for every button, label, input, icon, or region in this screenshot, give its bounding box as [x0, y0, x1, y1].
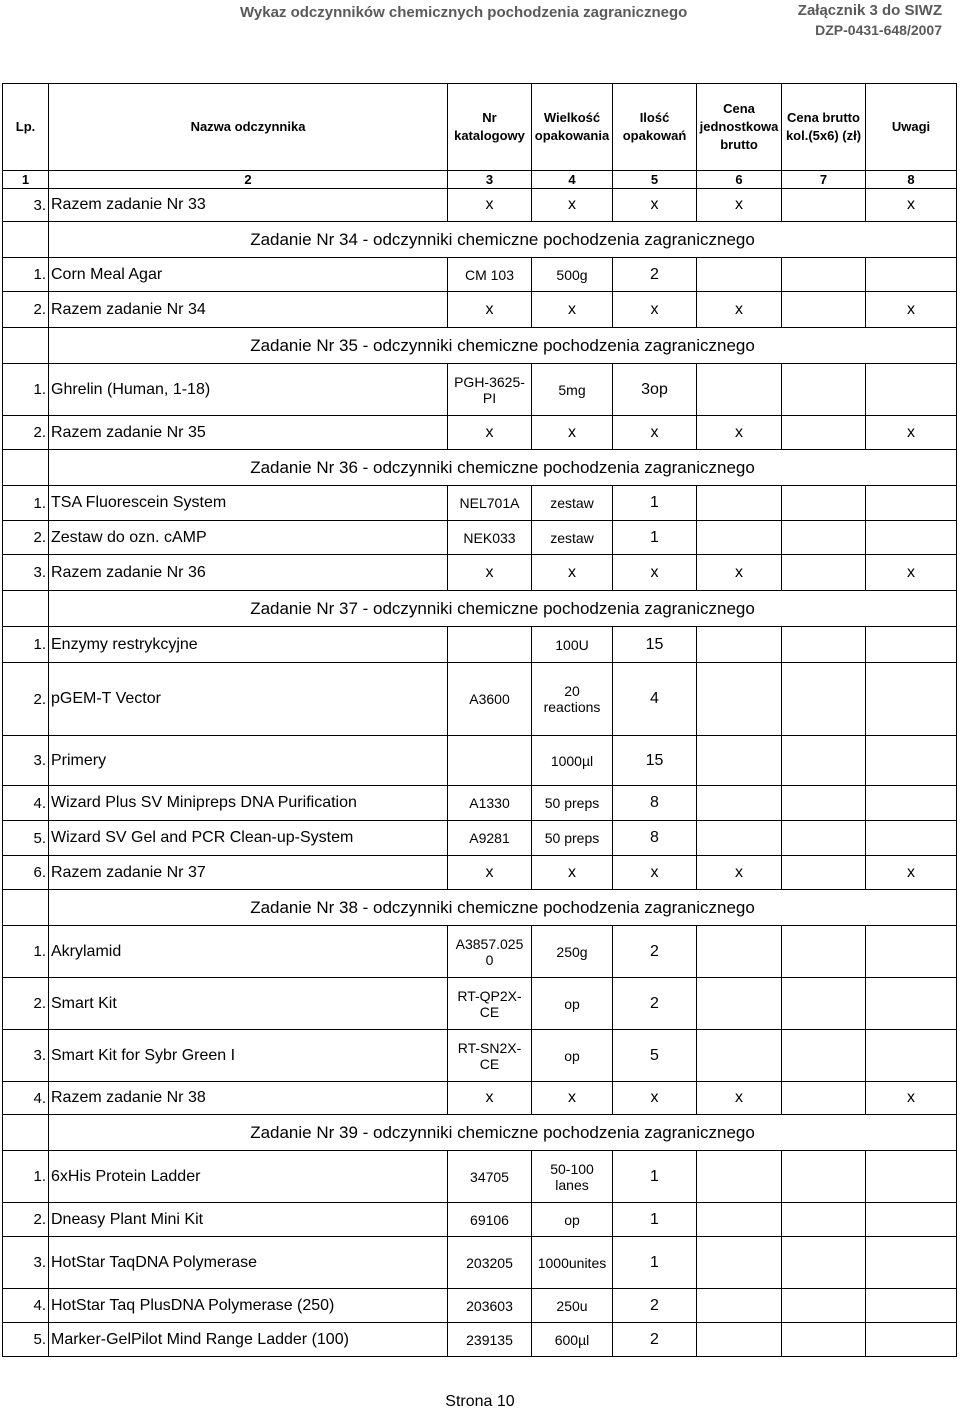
row-lp: 1.: [3, 486, 49, 521]
row-qty: 2: [613, 978, 697, 1030]
column-number-row: [3, 171, 957, 189]
row-name: Zestaw do ozn. cAMP: [49, 521, 448, 555]
row-catalog: 239135: [448, 1323, 532, 1357]
col-name: Nazwa odczynnika: [49, 84, 448, 171]
row-name: Wizard SV Gel and PCR Clean-up-System: [49, 821, 448, 856]
cell-x: x: [613, 416, 697, 450]
row-size: zestaw: [532, 521, 613, 555]
cell-x: x: [448, 555, 532, 591]
row-catalog: CM 103: [448, 258, 532, 292]
row-qty: 1: [613, 1151, 697, 1203]
row-catalog: PGH-3625-PI: [448, 364, 532, 416]
task-title: Zadanie Nr 36 - odczynniki chemiczne pochodzenia zagranicznego: [49, 450, 957, 486]
row-name: TSA Fluorescein System: [49, 486, 448, 521]
row-size: 600µl: [532, 1323, 613, 1357]
row-name: Razem zadanie Nr 33: [49, 189, 448, 222]
task-header-row: [3, 328, 957, 364]
row-qty: 1: [613, 1237, 697, 1289]
row-lp: 2.: [3, 978, 49, 1030]
row-lp: 5.: [3, 1323, 49, 1357]
col-number: 2: [49, 171, 448, 189]
reagents-table: [2, 83, 957, 1357]
total-row: [3, 555, 957, 591]
row-lp: 3.: [3, 736, 49, 786]
cell-x: x: [448, 292, 532, 328]
cell-x: x: [613, 189, 697, 222]
task-title: Zadanie Nr 34 - odczynniki chemiczne pochodzenia zagranicznego: [49, 222, 957, 258]
row-lp: 2.: [3, 663, 49, 736]
cell-x: x: [697, 555, 782, 591]
row-catalog: 203205: [448, 1237, 532, 1289]
row-catalog: A3600: [448, 663, 532, 736]
row-size: 500g: [532, 258, 613, 292]
col-unit-price: Cena jednostkowa brutto: [697, 84, 782, 171]
row-size: 250u: [532, 1289, 613, 1323]
row-name: Akrylamid: [49, 926, 448, 978]
document-title: Wykaz odczynników chemicznych pochodzenia zagranicznego: [240, 4, 688, 21]
row-lp: 3.: [3, 1237, 49, 1289]
cell-x: x: [866, 189, 957, 222]
task-title: Zadanie Nr 37 - odczynniki chemiczne pochodzenia zagranicznego: [49, 591, 957, 627]
row-lp: 3.: [3, 555, 49, 591]
col-size: Wielkość opakowania: [532, 84, 613, 171]
row-name: Razem zadanie Nr 35: [49, 416, 448, 450]
row-name: 6xHis Protein Ladder: [49, 1151, 448, 1203]
cell-x: x: [532, 856, 613, 890]
row-qty: 8: [613, 786, 697, 821]
row-size: 50 preps: [532, 821, 613, 856]
table-row: [3, 736, 957, 786]
row-size: 50-100 lanes: [532, 1151, 613, 1203]
row-name: Smart Kit for Sybr Green I: [49, 1030, 448, 1082]
cell-x: x: [697, 856, 782, 890]
table-row: [3, 1203, 957, 1237]
attachment-label: Załącznik 3 do SIWZ: [797, 2, 942, 19]
row-lp: 1.: [3, 627, 49, 663]
col-lp: Lp.: [3, 84, 49, 171]
row-name: Primery: [49, 736, 448, 786]
cell-x: x: [697, 416, 782, 450]
row-size: 100U: [532, 627, 613, 663]
row-name: Razem zadanie Nr 36: [49, 555, 448, 591]
total-row: [3, 292, 957, 328]
cell-x: x: [532, 555, 613, 591]
row-size: 250g: [532, 926, 613, 978]
table-row: [3, 1289, 957, 1323]
cell-x: x: [532, 189, 613, 222]
cell-x: x: [448, 416, 532, 450]
cell-x: x: [448, 1082, 532, 1115]
row-lp: 4.: [3, 1289, 49, 1323]
row-name: Dneasy Plant Mini Kit: [49, 1203, 448, 1237]
cell-x: x: [532, 416, 613, 450]
header-right: [798, 2, 942, 38]
row-size: 50 preps: [532, 786, 613, 821]
row-name: Razem zadanie Nr 34: [49, 292, 448, 328]
row-name: pGEM-T Vector: [49, 663, 448, 736]
cell-empty: [782, 189, 866, 222]
row-size: op: [532, 1030, 613, 1082]
col-number: 1: [3, 171, 49, 189]
row-lp: 3.: [3, 189, 49, 222]
table-row: [3, 978, 957, 1030]
row-lp: 1.: [3, 258, 49, 292]
cell-x: x: [697, 1082, 782, 1115]
col-catalog: Nr katalogowy: [448, 84, 532, 171]
row-lp: 4.: [3, 786, 49, 821]
page-number: Strona 10: [445, 1393, 515, 1410]
task-header-row: [3, 890, 957, 926]
row-qty: 8: [613, 821, 697, 856]
table-row: [3, 821, 957, 856]
row-size: 20 reactions: [532, 663, 613, 736]
row-lp: 2.: [3, 292, 49, 328]
row-size: 1000unites: [532, 1237, 613, 1289]
row-lp: 1.: [3, 1151, 49, 1203]
cell-x: x: [448, 856, 532, 890]
row-qty: 3op: [613, 364, 697, 416]
cell-x: x: [697, 292, 782, 328]
row-name: Enzymy restrykcyjne: [49, 627, 448, 663]
task-title: Zadanie Nr 38 - odczynniki chemiczne pochodzenia zagranicznego: [49, 890, 957, 926]
table-row: [3, 1151, 957, 1203]
row-lp: 2.: [3, 521, 49, 555]
table-row: [3, 486, 957, 521]
row-catalog: A3857.025 0: [448, 926, 532, 978]
row-qty: 2: [613, 1289, 697, 1323]
col-number: 3: [448, 171, 532, 189]
row-qty: 4: [613, 663, 697, 736]
row-name: Wizard Plus SV Minipreps DNA Purification: [49, 786, 448, 821]
row-lp: 2.: [3, 416, 49, 450]
row-name: Razem zadanie Nr 37: [49, 856, 448, 890]
row-size: op: [532, 1203, 613, 1237]
row-qty: 1: [613, 1203, 697, 1237]
row-catalog: NEK033: [448, 521, 532, 555]
task-header-row: [3, 222, 957, 258]
row-catalog: RT-QP2X-CE: [448, 978, 532, 1030]
row-size: op: [532, 978, 613, 1030]
row-size: 1000µl: [532, 736, 613, 786]
total-row: [3, 416, 957, 450]
table-row: [3, 1323, 957, 1357]
table-row: [3, 364, 957, 416]
task-header-row: [3, 450, 957, 486]
task-header-row: [3, 1115, 957, 1151]
table-row: [3, 786, 957, 821]
row-name: Smart Kit: [49, 978, 448, 1030]
row-size: zestaw: [532, 486, 613, 521]
cell-empty: [3, 222, 49, 258]
row-name: HotStar TaqDNA Polymerase: [49, 1237, 448, 1289]
row-catalog: [448, 627, 532, 663]
cell-x: x: [866, 856, 957, 890]
row-catalog: NEL701A: [448, 486, 532, 521]
row-name: HotStar Taq PlusDNA Polymerase (250): [49, 1289, 448, 1323]
row-qty: 2: [613, 1323, 697, 1357]
total-row: [3, 1082, 957, 1115]
col-number: 4: [532, 171, 613, 189]
col-notes: Uwagi: [866, 84, 957, 171]
table-row: [3, 1237, 957, 1289]
col-number: 6: [697, 171, 782, 189]
row-qty: 2: [613, 926, 697, 978]
row-name: Razem zadanie Nr 38: [49, 1082, 448, 1115]
col-number: 8: [866, 171, 957, 189]
row-qty: 5: [613, 1030, 697, 1082]
cell-x: x: [613, 292, 697, 328]
row-catalog: A9281: [448, 821, 532, 856]
cell-x: x: [613, 1082, 697, 1115]
row-lp: 5.: [3, 821, 49, 856]
cell-x: x: [866, 555, 957, 591]
row-qty: 1: [613, 521, 697, 555]
total-row: [3, 189, 957, 222]
col-total: Cena brutto kol.(5x6) (zł): [782, 84, 866, 171]
cell-x: x: [613, 856, 697, 890]
cell-x: x: [448, 189, 532, 222]
row-name: Marker-GelPilot Mind Range Ladder (100): [49, 1323, 448, 1357]
row-size: 5mg: [532, 364, 613, 416]
row-qty: 2: [613, 258, 697, 292]
row-lp: 3.: [3, 1030, 49, 1082]
row-catalog: 69106: [448, 1203, 532, 1237]
cell-x: x: [697, 189, 782, 222]
cell-x: x: [866, 1082, 957, 1115]
row-name: Ghrelin (Human, 1-18): [49, 364, 448, 416]
row-qty: 15: [613, 736, 697, 786]
header-row: [3, 84, 957, 171]
row-catalog: [448, 736, 532, 786]
row-catalog: 203603: [448, 1289, 532, 1323]
table-row: [3, 521, 957, 555]
cell-x: x: [532, 1082, 613, 1115]
cell-x: x: [866, 416, 957, 450]
row-lp: 2.: [3, 1203, 49, 1237]
row-name: Corn Meal Agar: [49, 258, 448, 292]
reference-number: DZP-0431-648/2007: [815, 22, 942, 38]
table-row: [3, 258, 957, 292]
task-header-row: [3, 591, 957, 627]
row-catalog: 34705: [448, 1151, 532, 1203]
cell-x: x: [866, 292, 957, 328]
table-row: [3, 663, 957, 736]
row-qty: 15: [613, 627, 697, 663]
total-row: [3, 856, 957, 890]
col-qty: Ilość opakowań: [613, 84, 697, 171]
cell-x: x: [532, 292, 613, 328]
row-qty: 1: [613, 486, 697, 521]
task-title: Zadanie Nr 39 - odczynniki chemiczne pochodzenia zagranicznego: [49, 1115, 957, 1151]
cell-x: x: [613, 555, 697, 591]
row-lp: 6.: [3, 856, 49, 890]
row-lp: 4.: [3, 1082, 49, 1115]
table-row: [3, 627, 957, 663]
row-catalog: A1330: [448, 786, 532, 821]
row-lp: 1.: [3, 926, 49, 978]
row-lp: 1.: [3, 364, 49, 416]
table-row: [3, 1030, 957, 1082]
task-title: Zadanie Nr 35 - odczynniki chemiczne pochodzenia zagranicznego: [49, 328, 957, 364]
col-number: 5: [613, 171, 697, 189]
table-row: [3, 926, 957, 978]
col-number: 7: [782, 171, 866, 189]
row-catalog: RT-SN2X-CE: [448, 1030, 532, 1082]
